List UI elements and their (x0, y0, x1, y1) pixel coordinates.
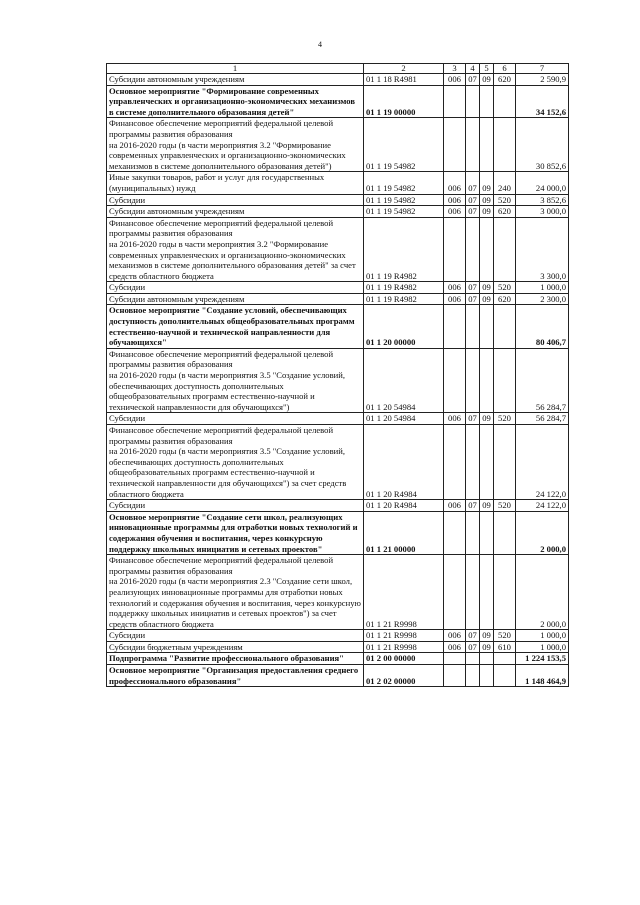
section-code-cell: 07 (466, 172, 480, 194)
subsection-code-cell: 09 (480, 282, 494, 294)
expense-type-cell: 520 (494, 500, 516, 512)
header-cell: 5 (480, 64, 494, 74)
header-cell: 1 (107, 64, 364, 74)
table-row (107, 118, 569, 172)
table-row (107, 85, 569, 118)
section-code-cell: 07 (466, 74, 480, 86)
target-code-cell: 01 1 19 R4982 (364, 293, 444, 305)
expense-type-cell (494, 85, 516, 118)
subsection-code-cell: 09 (480, 641, 494, 653)
target-code-cell: 01 2 00 00000 (364, 653, 444, 665)
department-code-cell (444, 118, 466, 172)
table-row (107, 511, 569, 554)
department-code-cell (444, 85, 466, 118)
subsection-code-cell: 09 (480, 206, 494, 218)
expense-type-cell (494, 653, 516, 665)
row-name-cell: Субсидии автономным учреждениям (107, 74, 364, 86)
row-name-cell: Субсидии бюджетным учреждениям (107, 641, 364, 653)
expense-type-cell: 520 (494, 282, 516, 294)
subsection-code-cell (480, 85, 494, 118)
expense-type-cell (494, 555, 516, 630)
department-code-cell (444, 653, 466, 665)
page-number: 4 (318, 40, 322, 49)
section-code-cell: 07 (466, 206, 480, 218)
department-code-cell: 006 (444, 74, 466, 86)
table-row (107, 653, 569, 665)
section-code-cell: 07 (466, 641, 480, 653)
department-code-cell (444, 425, 466, 500)
row-name-cell: Основное мероприятие "Формирование современных управленческих и организационно-экономических механизмов в системе дополнительного образования детей" (107, 85, 364, 118)
row-name-cell: Иные закупки товаров, работ и услуг для государственных (муниципальных) нужд (107, 172, 364, 194)
row-name-cell: Финансовое обеспечение мероприятий федеральной целевой программы развития образования на 2016-2020 годы в части мероприятия 3.2 "Формирование современных управленческих и организационно-экономических механизмов в системе дополнительного образования детей" за счет средств областного бюджета (107, 217, 364, 282)
amount-cell: 3 300,0 (516, 217, 569, 282)
amount-cell: 30 852,6 (516, 118, 569, 172)
table-row (107, 217, 569, 282)
department-code-cell (444, 217, 466, 282)
expense-type-cell: 610 (494, 641, 516, 653)
amount-cell: 56 284,7 (516, 348, 569, 413)
expense-type-cell (494, 217, 516, 282)
header-cell: 7 (516, 64, 569, 74)
amount-cell: 1 148 464,9 (516, 665, 569, 687)
target-code-cell: 01 1 21 R9998 (364, 630, 444, 642)
section-code-cell (466, 118, 480, 172)
section-code-cell: 07 (466, 413, 480, 425)
target-code-cell: 01 1 19 54982 (364, 206, 444, 218)
subsection-code-cell (480, 217, 494, 282)
subsection-code-cell (480, 118, 494, 172)
subsection-code-cell: 09 (480, 500, 494, 512)
target-code-cell: 01 1 20 54984 (364, 348, 444, 413)
row-name-cell: Субсидии автономным учреждениям (107, 206, 364, 218)
row-name-cell: Финансовое обеспечение мероприятий федеральной целевой программы развития образования на 2016-2020 годы (в части мероприятия 3.2 "Формирование современных управленческих и организационно-экономических механизмов в системе дополнительного образования детей") (107, 118, 364, 172)
target-code-cell: 01 1 19 00000 (364, 85, 444, 118)
subsection-code-cell (480, 511, 494, 554)
target-code-cell: 01 1 21 R9998 (364, 641, 444, 653)
table-row (107, 74, 569, 86)
subsection-code-cell: 09 (480, 194, 494, 206)
expense-type-cell: 240 (494, 172, 516, 194)
expense-type-cell: 620 (494, 293, 516, 305)
department-code-cell: 006 (444, 630, 466, 642)
department-code-cell: 006 (444, 206, 466, 218)
amount-cell: 2 000,0 (516, 511, 569, 554)
table-row (107, 500, 569, 512)
expense-type-cell (494, 305, 516, 348)
table-row (107, 555, 569, 630)
department-code-cell (444, 511, 466, 554)
row-name-cell: Финансовое обеспечение мероприятий федеральной целевой программы развития образования на 2016-2020 годы (в части мероприятия 2.3 "Создание сети школ, реализующих инновационные программы для отработки новых технологий и содержания обучения и воспитания, через конкурсную поддержку школьных инициатив и сетевых проектов") за счет средств областного бюджета (107, 555, 364, 630)
row-name-cell: Финансовое обеспечение мероприятий федеральной целевой программы развития образования на 2016-2020 годы (в части мероприятия 3.5 "Создание условий, обеспечивающих доступность дополнительных общеобразовательных программ естественно-научной и технической направленности для обучающихся") (107, 348, 364, 413)
table-row (107, 172, 569, 194)
department-code-cell: 006 (444, 500, 466, 512)
row-name-cell: Субсидии (107, 413, 364, 425)
section-code-cell: 07 (466, 293, 480, 305)
table-row (107, 413, 569, 425)
row-name-cell: Финансовое обеспечение мероприятий федеральной целевой программы развития образования на 2016-2020 годы (в части мероприятия 3.5 "Создание условий, обеспечивающих доступность дополнительных общеобразовательных программ естественно-научной и технической направленности для обучающихся") за счет средств областного бюджета (107, 425, 364, 500)
table-row (107, 425, 569, 500)
table-row (107, 630, 569, 642)
amount-cell: 1 000,0 (516, 641, 569, 653)
target-code-cell: 01 1 20 R4984 (364, 425, 444, 500)
header-row (107, 64, 569, 74)
department-code-cell (444, 348, 466, 413)
table-row (107, 305, 569, 348)
row-name-cell: Основное мероприятие "Создание условий, обеспечивающих доступность дополнительных общеобразовательных программ естественно-научной и технической направленности для обучающихся" (107, 305, 364, 348)
amount-cell: 1 000,0 (516, 630, 569, 642)
amount-cell: 1 000,0 (516, 282, 569, 294)
department-code-cell: 006 (444, 282, 466, 294)
header-cell: 2 (364, 64, 444, 74)
section-code-cell (466, 653, 480, 665)
expense-type-cell: 520 (494, 194, 516, 206)
amount-cell: 24 122,0 (516, 425, 569, 500)
expense-type-cell: 520 (494, 630, 516, 642)
department-code-cell: 006 (444, 194, 466, 206)
subsection-code-cell (480, 348, 494, 413)
header-cell: 6 (494, 64, 516, 74)
subsection-code-cell (480, 305, 494, 348)
table-row (107, 665, 569, 687)
department-code-cell: 006 (444, 641, 466, 653)
amount-cell: 24 122,0 (516, 500, 569, 512)
target-code-cell: 01 1 19 R4982 (364, 217, 444, 282)
department-code-cell (444, 665, 466, 687)
section-code-cell: 07 (466, 500, 480, 512)
section-code-cell (466, 85, 480, 118)
expense-type-cell (494, 425, 516, 500)
target-code-cell: 01 1 19 54982 (364, 172, 444, 194)
amount-cell: 24 000,0 (516, 172, 569, 194)
section-code-cell (466, 305, 480, 348)
row-name-cell: Субсидии (107, 194, 364, 206)
subsection-code-cell: 09 (480, 630, 494, 642)
expense-type-cell (494, 348, 516, 413)
target-code-cell: 01 1 18 R4981 (364, 74, 444, 86)
expense-type-cell: 520 (494, 413, 516, 425)
subsection-code-cell: 09 (480, 413, 494, 425)
target-code-cell: 01 1 19 54982 (364, 118, 444, 172)
expense-type-cell (494, 118, 516, 172)
subsection-code-cell (480, 653, 494, 665)
amount-cell: 2 000,0 (516, 555, 569, 630)
section-code-cell (466, 555, 480, 630)
target-code-cell: 01 1 21 00000 (364, 511, 444, 554)
amount-cell: 3 000,0 (516, 206, 569, 218)
table-row (107, 206, 569, 218)
section-code-cell (466, 425, 480, 500)
expense-type-cell (494, 511, 516, 554)
row-name-cell: Субсидии (107, 500, 364, 512)
header-cell: 3 (444, 64, 466, 74)
department-code-cell (444, 305, 466, 348)
row-name-cell: Субсидии автономным учреждениям (107, 293, 364, 305)
subsection-code-cell: 09 (480, 172, 494, 194)
section-code-cell: 07 (466, 194, 480, 206)
table-row (107, 641, 569, 653)
amount-cell: 34 152,6 (516, 85, 569, 118)
table-row (107, 282, 569, 294)
target-code-cell: 01 2 02 00000 (364, 665, 444, 687)
section-code-cell (466, 665, 480, 687)
table-row (107, 293, 569, 305)
budget-table (106, 63, 569, 687)
row-name-cell: Подпрограмма "Развитие профессионального образования" (107, 653, 364, 665)
row-name-cell: Субсидии (107, 282, 364, 294)
amount-cell: 56 284,7 (516, 413, 569, 425)
section-code-cell (466, 348, 480, 413)
department-code-cell: 006 (444, 413, 466, 425)
amount-cell: 2 300,0 (516, 293, 569, 305)
target-code-cell: 01 1 20 54984 (364, 413, 444, 425)
department-code-cell (444, 555, 466, 630)
header-cell: 4 (466, 64, 480, 74)
table-row (107, 194, 569, 206)
subsection-code-cell: 09 (480, 293, 494, 305)
amount-cell: 80 406,7 (516, 305, 569, 348)
target-code-cell: 01 1 19 R4982 (364, 282, 444, 294)
amount-cell: 1 224 153,5 (516, 653, 569, 665)
section-code-cell: 07 (466, 282, 480, 294)
section-code-cell (466, 217, 480, 282)
department-code-cell: 006 (444, 172, 466, 194)
section-code-cell (466, 511, 480, 554)
target-code-cell: 01 1 19 54982 (364, 194, 444, 206)
amount-cell: 3 852,6 (516, 194, 569, 206)
section-code-cell: 07 (466, 630, 480, 642)
target-code-cell: 01 1 20 R4984 (364, 500, 444, 512)
expense-type-cell: 620 (494, 206, 516, 218)
target-code-cell: 01 1 20 00000 (364, 305, 444, 348)
subsection-code-cell: 09 (480, 74, 494, 86)
target-code-cell: 01 1 21 R9998 (364, 555, 444, 630)
expense-type-cell: 620 (494, 74, 516, 86)
row-name-cell: Основное мероприятие "Организация предоставления среднего профессионального образования" (107, 665, 364, 687)
amount-cell: 2 590,9 (516, 74, 569, 86)
subsection-code-cell (480, 555, 494, 630)
expense-type-cell (494, 665, 516, 687)
row-name-cell: Основное мероприятие "Создание сети школ, реализующих инновационные программы для отработки новых технологий и содержания обучения и воспитания, через конкурсную поддержку школьных инициатив и сетевых проектов" (107, 511, 364, 554)
table-row (107, 348, 569, 413)
subsection-code-cell (480, 425, 494, 500)
row-name-cell: Субсидии (107, 630, 364, 642)
subsection-code-cell (480, 665, 494, 687)
department-code-cell: 006 (444, 293, 466, 305)
